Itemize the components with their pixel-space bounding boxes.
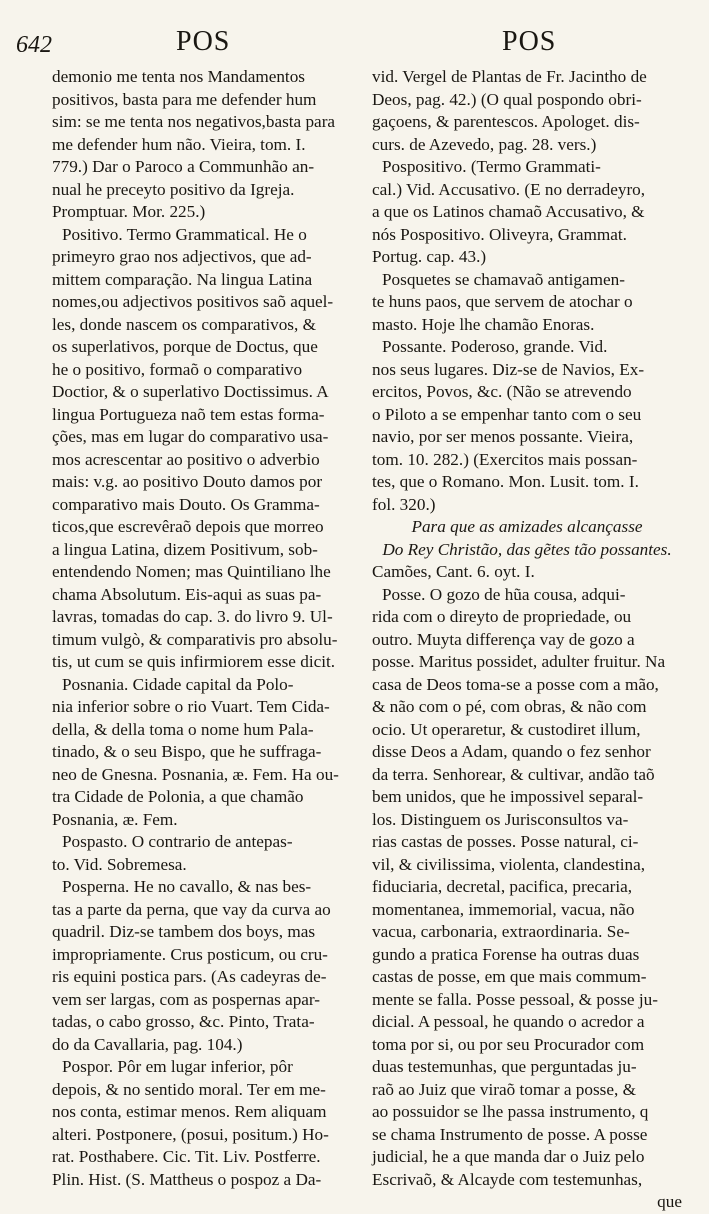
text-line: judicial, he a que manda dar o Juiz pelo [372, 1147, 645, 1166]
text-line: Escrivaõ, & Alcayde com testemunhas, [372, 1169, 643, 1189]
text-line: da terra. Senhorear, & cultivar, andão taõ [372, 764, 655, 784]
text-line: Pospositivo. (Termo Grammati- [382, 157, 601, 176]
text-line: Pospasto. O contrario de antepas- [62, 832, 293, 851]
text-line: entendendo Nomen; mas Quintiliano lhe [52, 562, 331, 581]
text-line: masto. Hoje lhe chamão Enoras. [372, 314, 595, 334]
text-line: tom. 10. 282.) (Exercitos mais possan- [372, 449, 638, 469]
text-line: ris equini postica pars. (As cadeyras de- [52, 967, 327, 986]
text-line: & não com o pé, com obras, & não com [372, 697, 647, 716]
text-line: duas testemunhas, que perguntadas ju- [372, 1057, 637, 1076]
text-line: tis, ut cum se quis infirmiorem esse dicit. [52, 652, 336, 671]
text-line: a lingua Latina, dizem Positivum, sob- [52, 539, 318, 559]
text-line: ticos,que escrevêraõ depois que morreo [52, 517, 324, 536]
text-line: Posquetes se chamavaõ antigamen- [382, 269, 625, 289]
text-line: te huns paos, que servem de atochar o [372, 292, 633, 311]
text-line: vil, & civilissima, violenta, clandestina, [372, 854, 646, 874]
text-line: rias castas de posses. Posse natural, ci- [372, 832, 639, 851]
text-line: navio, por ser menos possante. Vieira, [372, 427, 634, 446]
text-line: Promptuar. Mor. 225.) [52, 202, 206, 221]
text-line: castas de posse, em que mais commum- [372, 967, 647, 986]
right-column [372, 66, 682, 1214]
text-line: nos conta, estimar menos. Rem aliquam [52, 1102, 327, 1121]
text-line: que [657, 1192, 682, 1211]
text-line: Possante. Poderoso, grande. Vid. [382, 337, 608, 356]
text-line: cal.) Vid. Accusativo. (E no derradeyro, [372, 179, 646, 199]
text-line: fiduciaria, decretal, pacifica, precaria, [372, 877, 633, 896]
text-line: disse Deos a Adam, quando o fez senhor [372, 742, 651, 761]
text-line: gaçoens, & parentescos. Apologet. dis- [372, 112, 640, 131]
text-line: do da Cavallaria, pag. 104.) [52, 1034, 243, 1054]
text-line: tes, que o Romano. Mon. Lusit. tom. I. [372, 472, 639, 491]
text-line: los. Distinguem os Jurisconsultos va- [372, 809, 629, 829]
text-line: Plin. Hist. (S. Mattheus o pospoz a Da- [52, 1169, 322, 1189]
text-line: mente se falla. Posse pessoal, & posse ju- [372, 989, 658, 1009]
text-line: Deos, pag. 42.) (O qual pospondo obri- [372, 89, 642, 109]
text-line: tra Cidade de Polonia, a que chamão [52, 787, 304, 806]
text-line: les, donde nascem os comparativos, & [52, 314, 316, 334]
text-line: ao possuidor se lhe passa instrumento, q [372, 1102, 649, 1121]
text-line: della, & della toma o nome hum Pala- [52, 719, 314, 739]
headword-left: POS [176, 26, 231, 57]
text-line: comparativo mais Douto. Os Gramma- [52, 494, 320, 514]
text-line: Posse. O gozo de hũa cousa, adqui- [382, 584, 626, 604]
text-line: rat. Posthabere. Cic. Tit. Liv. Postferre. [52, 1147, 321, 1166]
text-line: demonio me tenta nos Mandamentos [52, 67, 305, 86]
text-line: o Piloto a se empenhar tanto com o seu [372, 404, 642, 424]
text-line: lavras, tomadas do cap. 3. do livro 9. Ul- [52, 607, 333, 626]
text-line: tadas, o cabo grosso, &c. Pinto, Trata- [52, 1012, 315, 1031]
text-line: os superlativos, porque de Doctus, que [52, 337, 318, 356]
text-line: se chama Instrumento de posse. A posse [372, 1124, 648, 1144]
left-column [52, 66, 362, 1191]
text-line: Doctior, & o superlativo Doctissimus. A [52, 382, 329, 401]
text-line: quadril. Diz-se tambem dos boys, mas [52, 922, 316, 941]
text-line: Posnania. Cidade capital da Polo- [62, 674, 294, 694]
text-line: curs. de Azevedo, pag. 28. vers.) [372, 134, 597, 154]
text-line: primeyro grao nos adjectivos, que ad- [52, 247, 312, 266]
text-line: tas a parte da perna, que vay da curva ao [52, 899, 331, 919]
text-line: depois, & no sentido moral. Ter em me- [52, 1079, 326, 1099]
text-line: he o positivo, formaõ o comparativo [52, 359, 303, 379]
text-line: Posnania, æ. Fem. [52, 809, 178, 829]
text-line: vid. Vergel de Plantas de Fr. Jacintho de [372, 67, 647, 86]
text-line: fol. 320.) [372, 494, 436, 514]
text-line: Camões, Cant. 6. oyt. I. [372, 562, 535, 581]
text-line: lingua Portugueza naõ tem estas forma- [52, 404, 325, 424]
text-line: outro. Muyta differença vay de gozo a [372, 629, 635, 649]
text-line: vacua, carbonaria, extraordinaria. Se- [372, 922, 630, 941]
text-line: mais: v.g. ao positivo Douto damos por [52, 472, 323, 491]
text-line: mos acrescentar ao positivo o adverbio [52, 449, 320, 469]
text-line: posse. Maritus possidet, adulter fruitur. Na [372, 652, 666, 671]
text-line: a que os Latinos chamaõ Accusativo, & [372, 202, 645, 221]
running-header [0, 26, 709, 66]
text-line: rida com o direyto de propriedade, ou [372, 607, 632, 626]
text-line: ções, mas em lugar do comparativo usa- [52, 427, 329, 446]
text-line: Posperna. He no cavallo, & nas bes- [62, 877, 312, 896]
text-line: bem unidos, que he impossivel separal- [372, 787, 644, 806]
text-line: Para que as amizades alcançasse [411, 517, 643, 536]
text-line: chama Absolutum. Eis-aqui as suas pa- [52, 584, 322, 604]
text-line: Do Rey Christão, das gẽtes tão possantes. [382, 539, 672, 559]
text-line: neo de Gnesna. Posnania, æ. Fem. Ha ou- [52, 764, 339, 784]
text-line: nós Pospositivo. Oliveyra, Grammat. [372, 224, 627, 244]
text-line: impropriamente. Crus posticum, ou cru- [52, 944, 328, 964]
text-line: nual he preceyto positivo da Igreja. [52, 179, 295, 199]
text-line: casa de Deos toma-se a posse com a mão, [372, 674, 659, 694]
text-line: dicial. A pessoal, he quando o acredor a [372, 1012, 645, 1031]
text-line: me defender hum não. Vieira, tom. I. [52, 134, 306, 154]
text-line: Pospor. Pôr em lugar inferior, pôr [62, 1057, 293, 1076]
text-line: toma por si, ou por seu Procurador com [372, 1034, 645, 1054]
text-line: nomes,ou adjectivos positivos saõ aquel- [52, 292, 334, 311]
text-line: ocio. Ut operaretur, & custodiret illum, [372, 719, 641, 739]
text-line: timum vulgò, & comparativis pro absolu- [52, 629, 338, 649]
text-line: nia inferior sobre o rio Vuart. Tem Cida- [52, 697, 330, 716]
text-line: alteri. Postponere, (posui, positum.) Ho- [52, 1124, 329, 1144]
page-number: 642 [16, 32, 52, 58]
text-line: mittem comparação. Na lingua Latina [52, 269, 313, 289]
text-line: nos seus lugares. Diz-se de Navios, Ex- [372, 359, 645, 379]
text-line: momentanea, immemorial, vacua, não [372, 899, 635, 919]
text-line: raõ ao Juiz que viraõ tomar a posse, & [372, 1079, 636, 1099]
text-line: gundo a pratica Forense ha outras duas [372, 944, 640, 964]
text-line: ercitos, Povos, &c. (Não se atrevendo [372, 382, 632, 401]
text-line: Portug. cap. 43.) [372, 247, 487, 266]
text-line: sim: se me tenta nos negativos,basta para [52, 112, 336, 131]
text-line: 779.) Dar o Paroco a Communhão an- [52, 157, 315, 176]
text-line: Positivo. Termo Grammatical. He o [62, 224, 307, 244]
text-line: vem ser largas, com as pospernas apar- [52, 989, 321, 1009]
text-line: tinado, & o seu Bispo, que he suffraga- [52, 742, 322, 761]
text-line: to. Vid. Sobremesa. [52, 854, 187, 874]
headword-right: POS [502, 26, 557, 57]
text-line: positivos, basta para me defender hum [52, 89, 317, 109]
